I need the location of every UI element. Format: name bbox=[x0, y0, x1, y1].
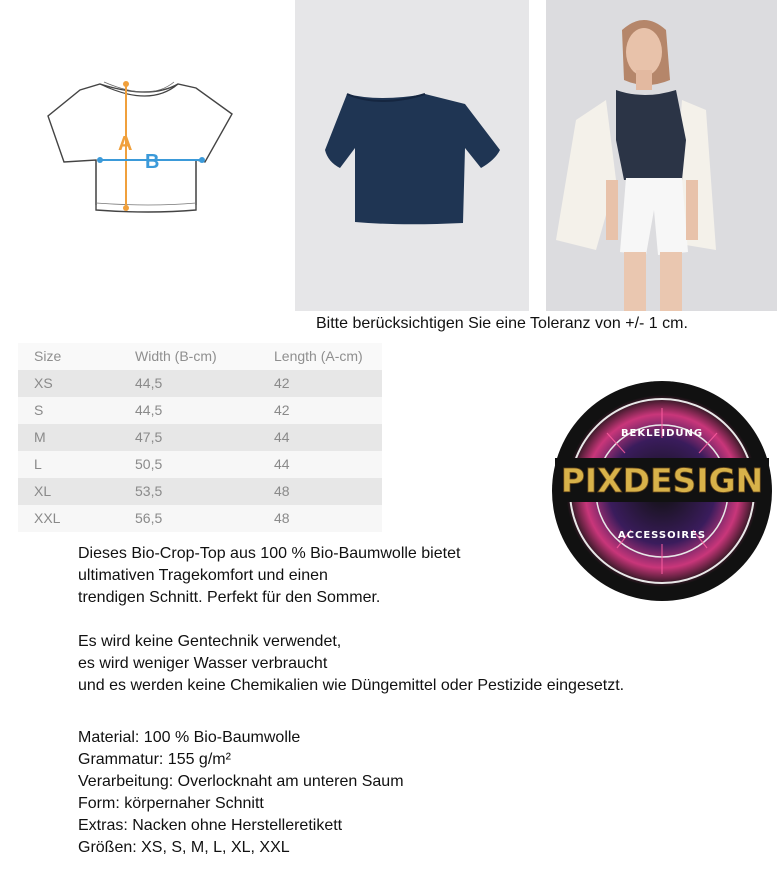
cell-width: 50,5 bbox=[135, 456, 163, 472]
cell-length: 42 bbox=[274, 402, 290, 418]
cell-width: 53,5 bbox=[135, 483, 163, 499]
cell-size: XL bbox=[34, 483, 52, 499]
table-row bbox=[18, 424, 382, 451]
description-line: es wird weniger Wasser verbraucht bbox=[78, 655, 328, 672]
table-row bbox=[18, 451, 382, 478]
spec-line: Material: 100 % Bio-Baumwolle bbox=[78, 729, 301, 746]
cell-length: 48 bbox=[274, 483, 290, 499]
description-paragraph bbox=[78, 543, 624, 609]
table-row bbox=[18, 505, 382, 532]
description-line: Es wird keine Gentechnik verwendet, bbox=[78, 633, 342, 650]
cell-length: 44 bbox=[274, 456, 290, 472]
cell-size: M bbox=[34, 429, 46, 445]
product-photo bbox=[295, 0, 529, 311]
logo-bottom-text: ACCESSOIRES bbox=[617, 530, 707, 541]
table-row bbox=[18, 370, 382, 397]
label-b: B bbox=[145, 151, 160, 173]
table-row bbox=[18, 397, 382, 424]
cell-width: 47,5 bbox=[135, 429, 163, 445]
spec-line: Verarbeitung: Overlocknaht am unteren Saum bbox=[78, 773, 404, 790]
header-length: Length (A-cm) bbox=[274, 348, 363, 364]
spec-line: Form: körpernaher Schnitt bbox=[78, 795, 264, 812]
cell-length: 48 bbox=[274, 510, 290, 526]
spec-line: Grammatur: 155 g/m² bbox=[78, 751, 231, 768]
cell-width: 56,5 bbox=[135, 510, 163, 526]
spec-line: Extras: Nacken ohne Herstelleretikett bbox=[78, 817, 343, 834]
cell-size: XS bbox=[34, 375, 53, 391]
product-specs bbox=[78, 727, 404, 859]
description-paragraph bbox=[78, 631, 624, 697]
cell-size: S bbox=[34, 402, 44, 418]
navy-crop-top-icon bbox=[295, 0, 529, 311]
logo-top-text: BEKLEIDUNG bbox=[620, 428, 704, 439]
cell-size: L bbox=[34, 456, 42, 472]
size-table bbox=[18, 343, 382, 532]
cell-width: 44,5 bbox=[135, 402, 163, 418]
cell-length: 42 bbox=[274, 375, 290, 391]
label-a: A bbox=[118, 133, 133, 155]
description-line: trendigen Schnitt. Perfekt für den Sommer. bbox=[78, 589, 381, 606]
description-line: ultimativen Tragekomfort und einen bbox=[78, 567, 328, 584]
table-header-row bbox=[18, 343, 382, 370]
header-width: Width (B-cm) bbox=[135, 348, 217, 364]
size-diagram bbox=[0, 0, 288, 311]
model-photo bbox=[546, 0, 777, 311]
logo-brand: PIXDESIGN bbox=[560, 461, 764, 500]
spec-line: Größen: XS, S, M, L, XL, XXL bbox=[78, 839, 290, 856]
crop-top-outline-icon bbox=[0, 0, 288, 311]
cell-size: XXL bbox=[34, 510, 61, 526]
model-figure-icon bbox=[546, 0, 777, 311]
description-line: und es werden keine Chemikalien wie Düngemittel oder Pestizide eingesetzt. bbox=[78, 677, 625, 694]
header-size: Size bbox=[34, 348, 62, 364]
product-description bbox=[78, 543, 624, 719]
table-row bbox=[18, 478, 382, 505]
tolerance-note: Bitte berücksichtigen Sie eine Toleranz von +/- 1 cm. bbox=[316, 315, 688, 332]
cell-length: 44 bbox=[274, 429, 290, 445]
description-line: Dieses Bio-Crop-Top aus 100 % Bio-Baumwolle bietet bbox=[78, 545, 461, 562]
cell-width: 44,5 bbox=[135, 375, 163, 391]
